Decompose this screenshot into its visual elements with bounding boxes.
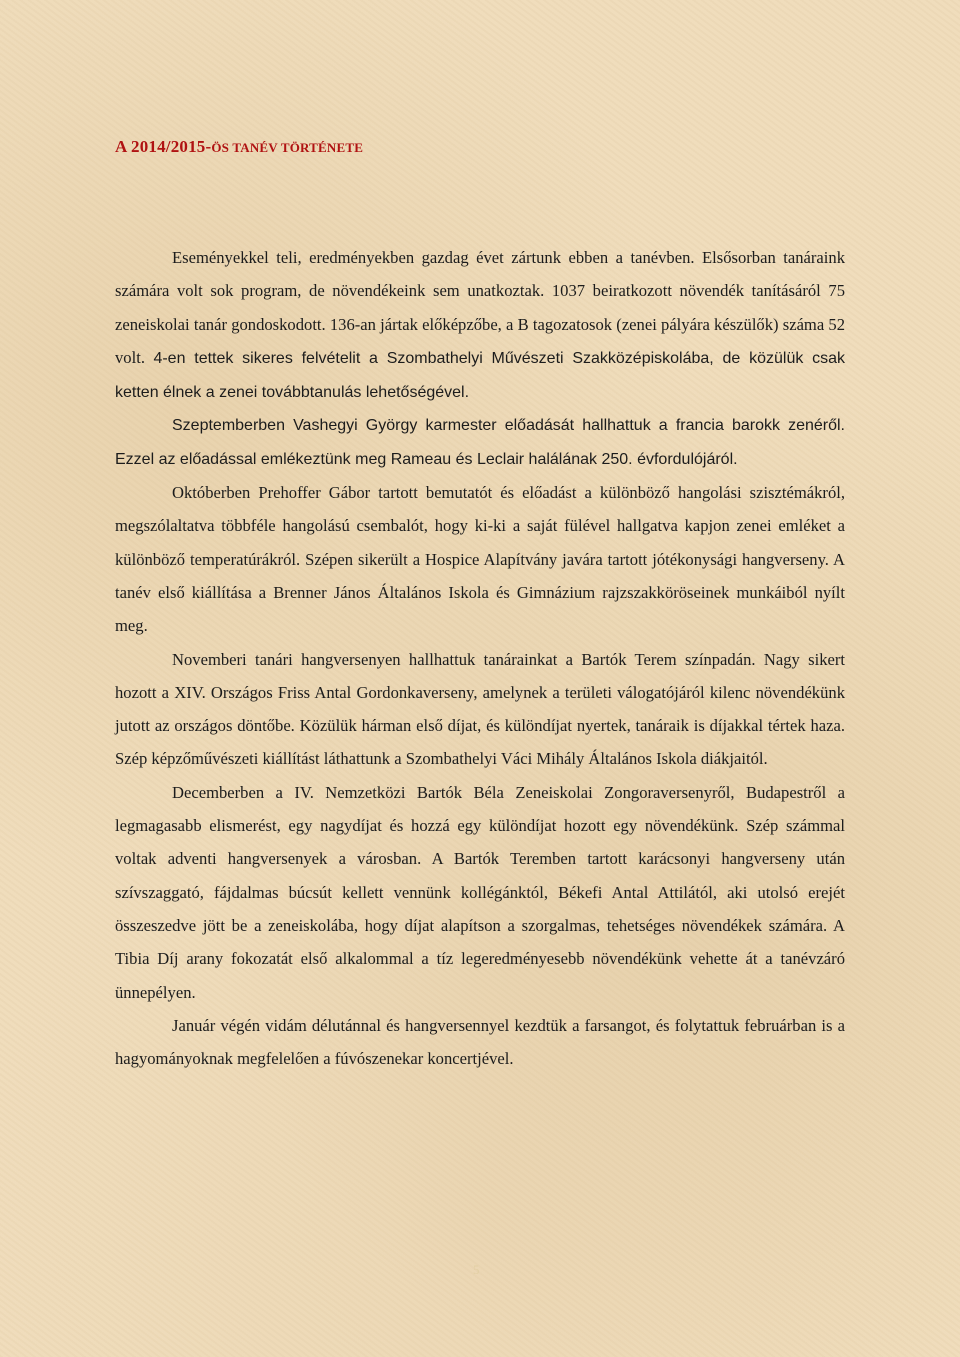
paragraph-january: Január végén vidám délutánnal és hangversennyel kezdtük a farsangot, és folytattuk februárban is a hagyományoknak megfelelően a fúvószenekar koncertjével. — [115, 1015, 845, 1069]
title-part-large: A 2014/2015- — [115, 137, 212, 156]
paragraph-summary-tail: 4-en tettek sikeres felvételit a Szombathelyi Művészeti Szakközépiskolába, de közülük csak ketten élnek a zenei továbbtanulás lehetőségével. — [115, 349, 846, 402]
paragraph-november: Novemberi tanári hangversenyen hallhattuk tanárainkat a Bartók Terem színpadán. Nagy sikert hozott a XIV. Országos Friss Antal Gordonkaverseny, amelynek a területi válogatójáról kilenc növendékünk jutott az országos döntőbe. Közülük hárman első díjat, és különdíjat nyertek, tanáraik is díjakkal tértek haza. Szép képzőművészeti kiállítást láthattunk a Szombathelyi Váci Mihály Általános Iskola diákjaitól. — [115, 649, 845, 769]
page-number: 5 — [473, 1262, 480, 1277]
paragraph-december: Decemberben a IV. Nemzetközi Bartók Béla Zeneiskolai Zongoraversenyről, Budapestről a legmagasabb elismerést, egy nagydíjat és hozzá egy különdíjat hozott egy növendékünk. Szép számmal voltak adventi hangversenyek a városban. A Bartók Teremben tartott karácsonyi hangverseny után szívszaggató, fájdalmas búcsút kellett vennünk kollégánktól, Békefi Antal Attilától, aki utolsó erejét összeszedve jött be a zeneiskolába, hogy díjat alapítson a szorgalmas, tehetséges növendékek számára. A Tibia Díj arany fokozatát első alkalommal a tíz legeredményesebb növendékünk vehette át a tanévzáró ünnepélyen. — [115, 782, 845, 1002]
paragraph-september: Szeptemberben Vashegyi György karmester előadását hallhattuk a francia barokk zenéről. Ezzel az előadással emlékeztünk meg Rameau és Leclair halálának 250. évfordulójáról. — [115, 417, 845, 468]
title-part-small: ÖS TANÉV TÖRTÉNETE — [211, 140, 364, 155]
paragraph-summary — [115, 241, 845, 409]
document-body — [115, 241, 845, 1075]
page-title — [115, 137, 363, 157]
paragraph-summary-lead: Eseményekkel teli, eredményekben gazdag évet zártunk ebben a tanévben. Elsősorban tanáraink számára volt sok program, de növendékeink sem unatkoztak. 1037 beiratkozott növendék tanításáról 75 zeneiskolai tanár gondoskodott. 136-an jártak előképzőbe, a B tagozatosok (zenei pályára készülők) száma 52 volt. — [115, 248, 845, 367]
paragraph-october: Októberben Prehoffer Gábor tartott bemutatót és előadást a különböző hangolási szisztémákról, megszólaltatva többféle hangolású csembalót, hogy ki-ki a saját fülével hallgatva kapjon zenei emléket a különböző temperatúrákról. Szépen sikerült a Hospice Alapítvány javára tartott jótékonysági hangverseny. A tanév első kiállítása a Brenner János Általános Iskola és Gimnázium rajzszakköröseinek munkáiból nyílt meg. — [115, 483, 845, 636]
